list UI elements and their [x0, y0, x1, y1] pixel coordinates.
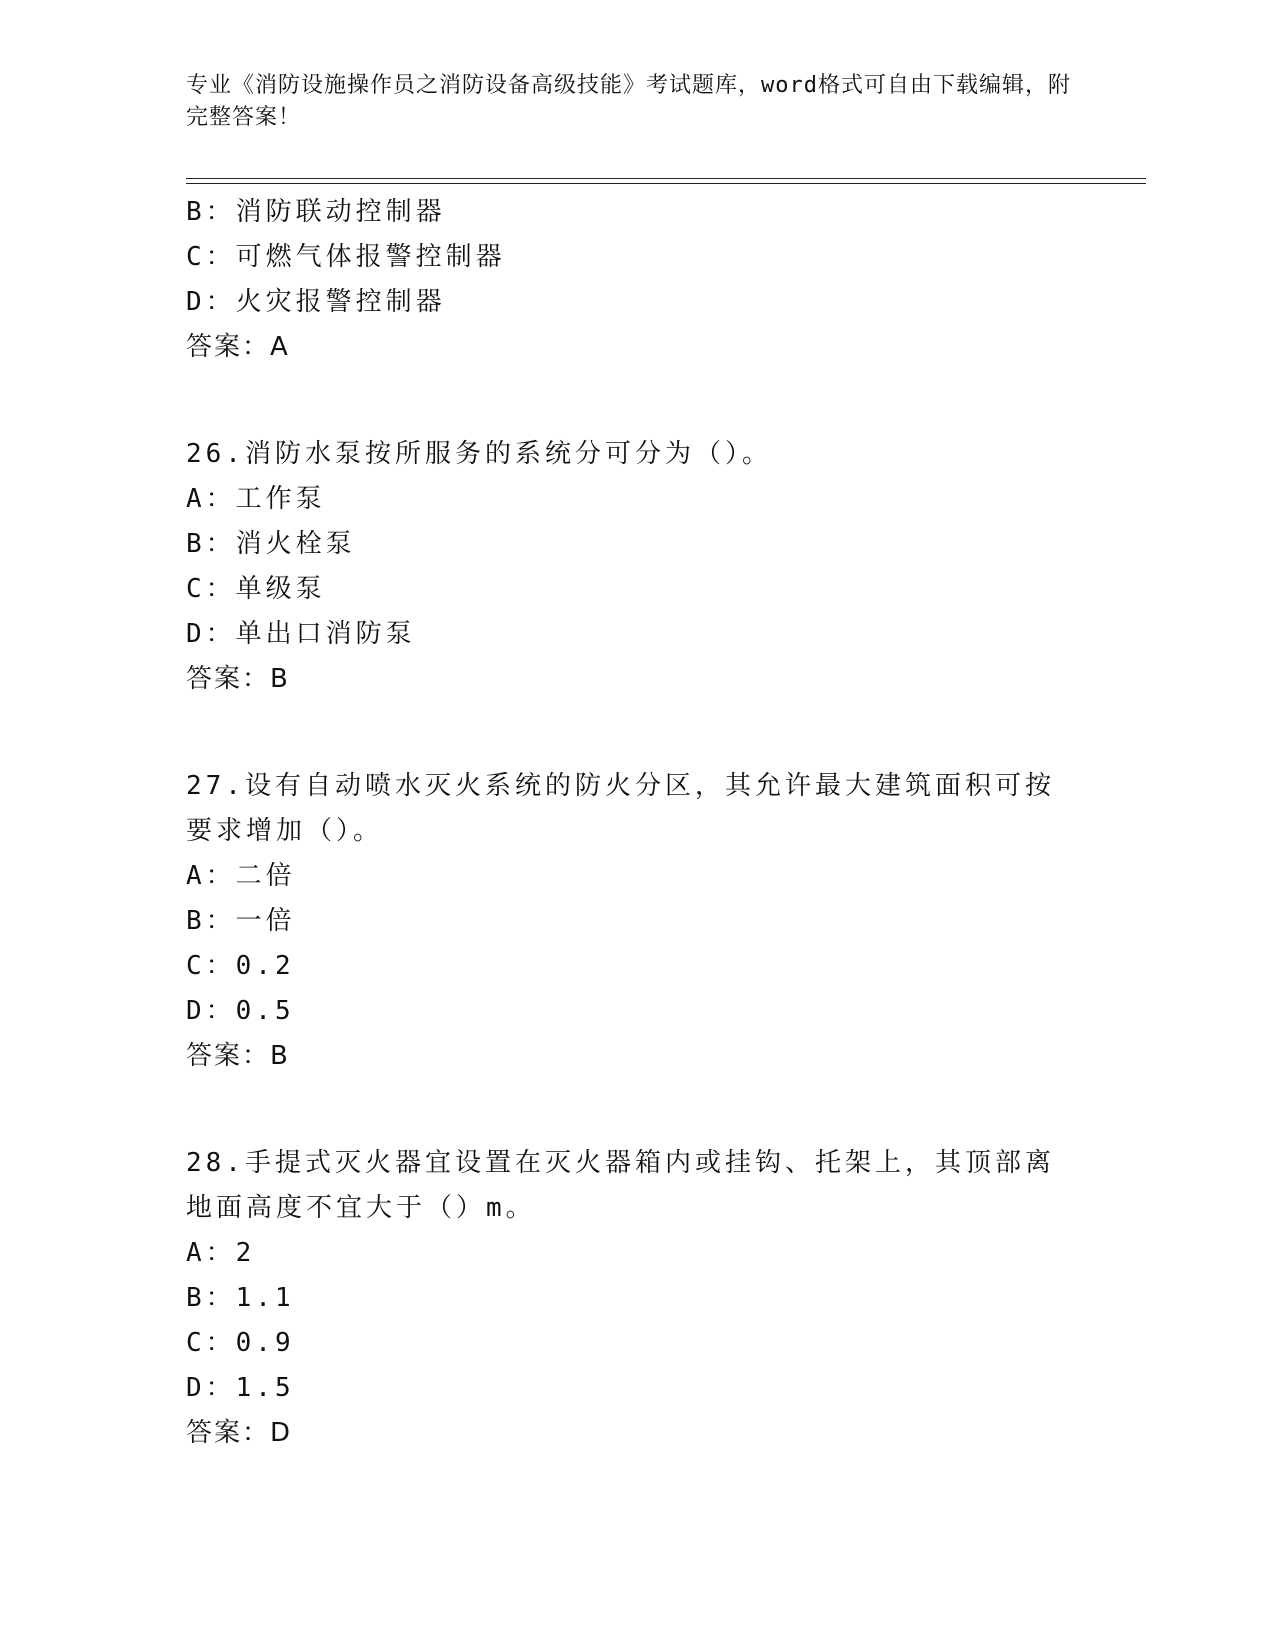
- question-text: 27.设有自动喷水灭火系统的防火分区，其允许最大建筑面积可按要求增加（）。: [186, 771, 1055, 846]
- option-a: A：工作泵: [186, 484, 326, 514]
- option-b: B：消防联动控制器: [186, 197, 446, 227]
- option-b: B：一倍: [186, 906, 296, 936]
- question-28: [186, 1141, 1086, 1456]
- option-c: C：可燃气体报警控制器: [186, 242, 506, 272]
- option-b: B：消火栓泵: [186, 529, 356, 559]
- answer: 答案：A: [186, 332, 290, 362]
- header-divider: [186, 178, 1146, 179]
- option-d: D：单出口消防泵: [186, 619, 416, 649]
- question-text: 26.消防水泵按所服务的系统分可分为（）。: [186, 439, 772, 469]
- question-list: [186, 190, 1086, 1456]
- option-b: B：1.1: [186, 1283, 295, 1313]
- option-a: A：2: [186, 1238, 256, 1268]
- question-27: [186, 764, 1086, 1079]
- option-d: D：1.5: [186, 1373, 295, 1403]
- header-divider-second: [186, 183, 1146, 184]
- document-header: 专业《消防设施操作员之消防设备高级技能》考试题库，word格式可自由下载编辑，附完整答案！: [186, 73, 1071, 130]
- question-26: [186, 432, 1086, 702]
- option-c: C：0.2: [186, 951, 295, 981]
- option-c: C：单级泵: [186, 574, 326, 604]
- option-d: D：火灾报警控制器: [186, 287, 446, 317]
- question-25-partial: [186, 190, 1086, 370]
- option-c: C：0.9: [186, 1328, 295, 1358]
- answer: 答案：D: [186, 1418, 293, 1448]
- question-text: 28.手提式灭火器宜设置在灭火器箱内或挂钩、托架上，其顶部离地面高度不宜大于（）m。: [186, 1148, 1055, 1223]
- answer: 答案：B: [186, 664, 290, 694]
- option-d: D：0.5: [186, 996, 295, 1026]
- answer: 答案：B: [186, 1041, 290, 1071]
- option-a: A：二倍: [186, 861, 296, 891]
